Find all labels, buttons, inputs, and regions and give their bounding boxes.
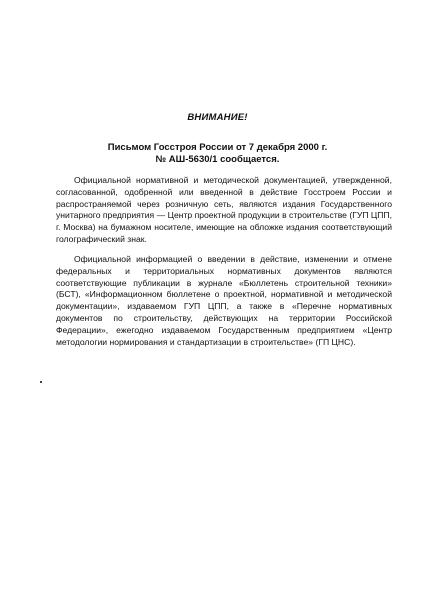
- body-paragraph-2: [56, 254, 392, 348]
- paragraph-text: Официальной нормативной и методической документацией, утвержденной, согласованной, одобренной или введенной в действие Госстроем России и распространяемой через розничную сеть, являются издания Государственного унитарного предприятия — Центр проектной продукции в строительстве (ГУП ЦПП, г. Москва) на бумажном носителе, имеющие на обложке издания соответствующий голографический знак.: [56, 175, 392, 244]
- scan-speck: [40, 381, 42, 383]
- paragraph-text: Официальной информацией о введении в действие, изменении и отмене федеральных и территориальных нормативных документов являются соответствующие публикации в журнале «Бюллетень строительной техники» (БСТ), «Информационном бюллетене о проектной, нормативной и методической документации», издаваемом ГУП ЦПП, а также в «Перечне нормативных документов по строительству, действующих на территории Российской Федерации», ежегодно издаваемом Государственным предприятием «Центр методологии нормирования и стандартизации в строительстве» (ГП ЦНС).: [56, 254, 392, 347]
- body-paragraph-1: [56, 175, 392, 246]
- notice-title: ВНИМАНИЕ!: [187, 112, 248, 123]
- letter-reference-line-2: № АШ-5630/1 сообщается.: [155, 154, 280, 165]
- letter-reference-line-1: Письмом Госстроя России от 7 декабря 2000 г.: [107, 142, 328, 153]
